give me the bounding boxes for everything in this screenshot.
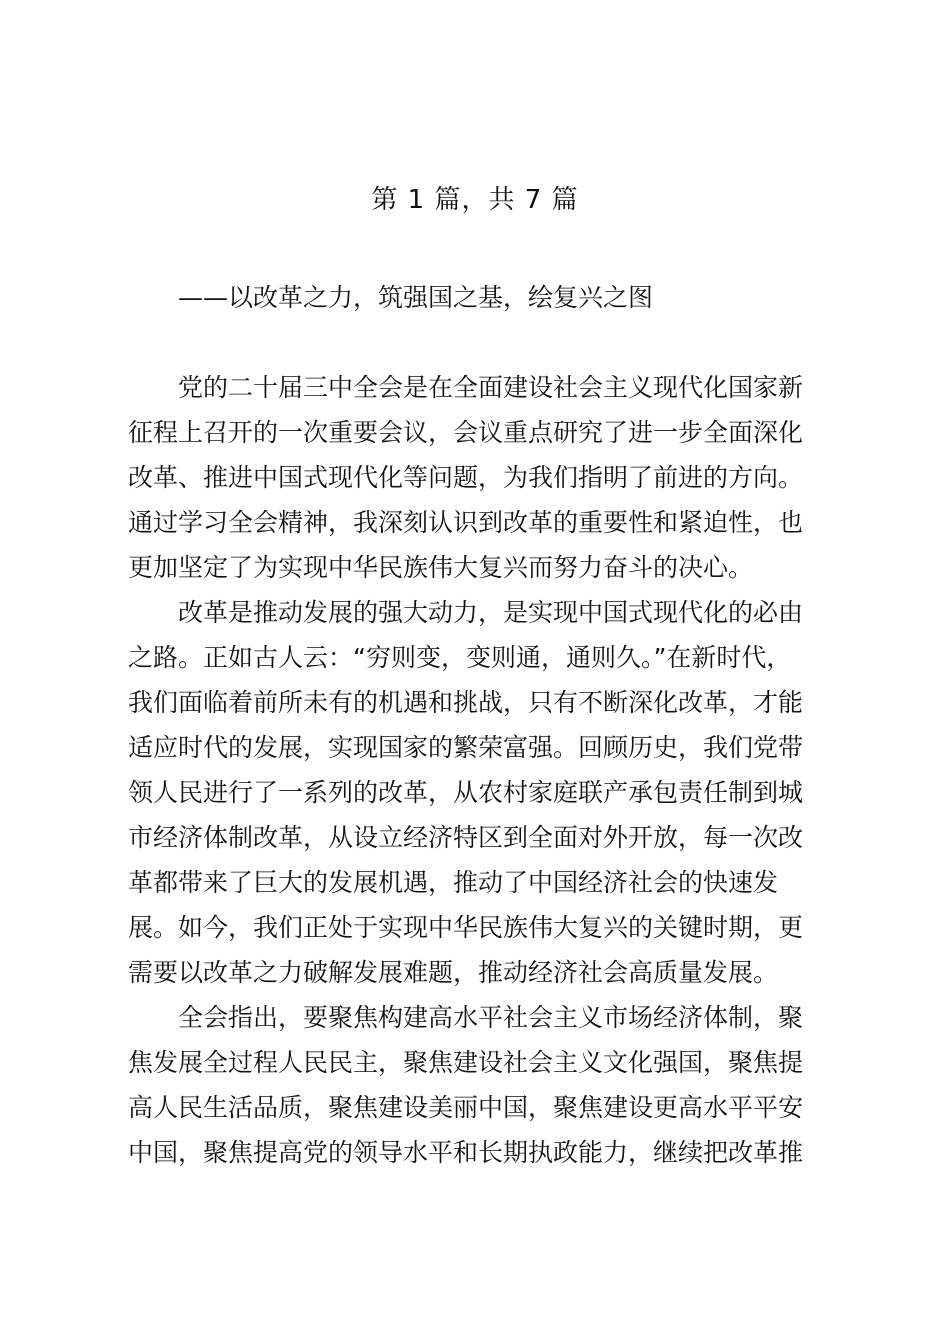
paragraph-line: 中国，聚焦提高党的领导水平和长期执政能力，继续把改革推 — [128, 1138, 804, 1167]
paragraph-line: 市经济体制改革，从设立经济特区到全面对外开放，每一次改 — [128, 823, 804, 852]
document-subtitle: ——以改革之力，筑强国之基，绘复兴之图 — [178, 283, 654, 312]
paragraph-line: 更加坚定了为实现中华民族伟大复兴而努力奋斗的决心。 — [128, 553, 754, 582]
paragraph-line: 高人民生活品质，聚焦建设美丽中国，聚焦建设更高水平平安 — [128, 1093, 804, 1122]
paragraph-line: 需要以改革之力破解发展难题，推动经济社会高质量发展。 — [128, 958, 779, 987]
paragraph-line: 通过学习全会精神，我深刻认识到改革的重要性和紧迫性，也 — [128, 508, 804, 537]
paragraph-line: 我们面临着前所未有的机遇和挑战，只有不断深化改革，才能 — [128, 688, 804, 717]
paragraph-line: 适应时代的发展，实现国家的繁荣富强。回顾历史，我们党带 — [128, 733, 804, 762]
document-title: 第 1 篇，共 7 篇 — [371, 185, 579, 215]
paragraph-line: 革都带来了巨大的发展机遇，推动了中国经济社会的快速发 — [128, 868, 779, 897]
paragraph-line: 党的二十届三中全会是在全面建设社会主义现代化国家新 — [178, 373, 804, 402]
paragraph-line: 征程上召开的一次重要会议，会议重点研究了进一步全面深化 — [128, 418, 804, 447]
paragraph-line: 全会指出，要聚焦构建高水平社会主义市场经济体制，聚 — [178, 1003, 804, 1032]
paragraph-line: 改革、推进中国式现代化等问题，为我们指明了前进的方向。 — [128, 463, 804, 492]
paragraph-line: 改革是推动发展的强大动力，是实现中国式现代化的必由 — [178, 598, 804, 627]
document-body — [128, 365, 828, 1175]
paragraph-line: 之路。正如古人云：“穷则变，变则通，通则久。”在新时代， — [128, 643, 792, 672]
paragraph-line: 领人民进行了一系列的改革，从农村家庭联产承包责任制到城 — [128, 778, 804, 807]
paragraph-line: 焦发展全过程人民民主，聚焦建设社会主义文化强国，聚焦提 — [128, 1048, 804, 1077]
paragraph-line: 展。如今，我们正处于实现中华民族伟大复兴的关键时期，更 — [128, 913, 804, 942]
